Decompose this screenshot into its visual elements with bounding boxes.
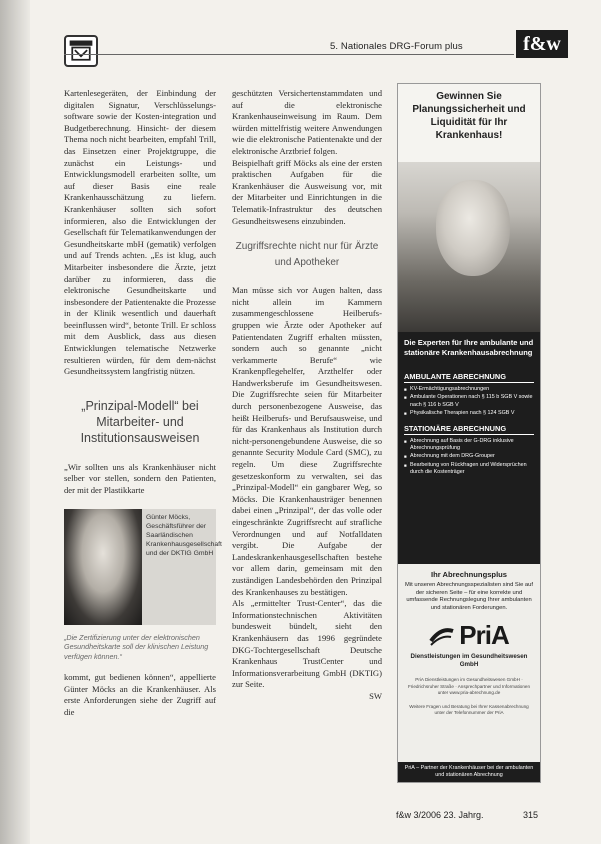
subheading: „Prinzipal-Modell“ bei Mitarbeiter- und Institutionsausweisen: [80, 398, 200, 445]
pria-subtitle: Dienstleistungen im Gesundheitswesen GmbH: [410, 653, 528, 669]
pria-brand: PriA: [459, 620, 509, 651]
ad-section-stationaer: STATIONÄRE ABRECHNUNG: [404, 424, 534, 435]
dkg-logo-icon: [64, 35, 98, 67]
paragraph: Als „ermittelter Trust-Center“, das die Informationstechnischen Aktivitäten bundesweit bündelt, sieht den Krankenhäusern das 1996 gegründete DKG-Tochtergesellschaft Deutsche Krankenhaus TrustCenter und Informationsverarbeitung GmbH (DKTIG) zur Seite.: [232, 598, 382, 690]
column-middle: [232, 88, 382, 703]
author-signature: SW: [369, 690, 382, 701]
paragraph: Kartenlesegeräten, der Einbindung der digitalen Signatur, Verschlüsselungs-software sowie der Kosten-integration und Budgetberechnung. Hinsicht- der diesem Thema noch nicht bearbeiten, empfahl Trill, das Einsetzen einer Projektgruppe, die zunächst ein Leistungs- und Entwicklungsmodell erarbeiten sollte, um auf dieser Basis eine reale Krankenhausschätzung zu liefern. Krankenhäuser sollten sich sofort informieren, also die Entwicklungen der Gesellschaft für Telematikanwendungen der Gesundheitskarte mbH (gematik) verfolgen und auf Trends achten. „Es ist klug, auch Mitarbeiter insbesondere die Ärzte, jetzt darüber zu informieren, dass die elektronische Gesundheitskarte und insbesondere der Patientenakte die Prozesse in der Klinik wesentlich und dauerhaft beeinflussen wird“, betonte Trill. Er schloss mit dem Ausblick, dass aus diesen Entwicklungen telematische Netzwerke resultieren würden, für dem dem-nächst Gesundheitssystem langfristig nützen.: [64, 88, 216, 377]
list-item: ■ Bearbeitung von Rückfragen und Widersprüchen durch die Kostenträger: [404, 462, 534, 477]
ad-list-ambulant: [404, 386, 534, 418]
portrait-photo: [64, 509, 142, 625]
column-left: [64, 88, 222, 718]
list-item: ■ Abrechnung mit dem DRG-Grouper: [404, 453, 534, 460]
ad-contact: Weitere Fragen und Beratung bei Ihrer Kassenabrechnung unter der Telefonnummer der PriA: [409, 703, 529, 716]
paragraph: kommt, gut bedienen können“, appellierte Günter Möcks an die Krankenhäuser. Als erste Anforderungen siehe der Zugriff auf die: [64, 672, 216, 717]
ad-photo: [398, 162, 540, 332]
header-rule: [64, 54, 514, 55]
ad-lead: Die Experten für Ihre ambulante und stationäre Krankenhausabrechnung: [404, 338, 534, 357]
advertisement: [397, 83, 541, 783]
subheading: Zugriffsrechte nicht nur für Ärzte und Apotheker: [235, 241, 379, 269]
ad-address: PriA Dienstleistungen im Gesundheitswesen GmbH · Friedrichsruher Straße · Ansprechpartner und Informationen unter www.pria-abrechnung.de: [407, 677, 531, 695]
list-item: ■ Physikalische Therapien nach § 124 SGB V: [404, 410, 534, 417]
portrait-name-caption: Günter Möcks, Geschäftsführer der Saarländischen Krankenhausgesellschaft und der DKTIG GmbH: [146, 513, 222, 557]
magazine-logo: f&w: [516, 30, 568, 58]
scan-edge: [0, 0, 30, 844]
list-item: ■ Abrechnung auf Basis der G-DRG inklusive Abrechnungsprüfung: [404, 438, 534, 453]
ad-plus-title: Ihr Abrechnungsplus: [430, 570, 508, 579]
ad-footer: PriA – Partner der Krankenhäuser bei der ambulanten und stationären Abrechnung: [398, 762, 540, 782]
page-number: 315: [523, 810, 539, 820]
paragraph: Beispielhaft griff Möcks als eine der ersten praktischen Aufgaben für die Krankenhäuser die Ausweisung vor, mit der Mitarbeiter und Einrichtungen in die Telematik-Infrastruktur des deutschen Gesundheitswesens einzubinden.: [232, 157, 382, 226]
issue-info: f&w 3/2006 23. Jahrg.: [396, 810, 484, 820]
ad-services-box: [398, 332, 540, 564]
ad-headline: Gewinnen Sie Planungssicherheit und Liquidität für Ihr Krankenhaus!: [398, 84, 540, 162]
paragraph: geschützten Versichertenstammdaten und auf die elektronische Krankenhauseinweisung im Raum. Dem würden mittelfristig weitere Anwendungen wie die elektronische Patientenakte und der elektronische Arztbrief folgen.: [232, 88, 382, 156]
header-title: 5. Nationales DRG-Forum plus: [330, 41, 463, 52]
list-item: ■ KV-Ermächtigungsabrechnungen: [404, 386, 534, 393]
photo-quote-caption: „Die Zertifizierung unter der elektronischen Gesundheitskarte soll der klinischen Leistung verfügen können.“: [64, 632, 209, 662]
ad-list-stationaer: [404, 438, 534, 477]
ad-lower-section: [398, 564, 540, 722]
paragraph: „Wir sollten uns als Krankenhäuser nicht selber vor stellen, sondern den Patienten, der mit der Plastikkarte: [64, 461, 216, 496]
pria-logo: [404, 620, 534, 651]
pria-swoosh-icon: [429, 625, 455, 647]
ad-plus-text: Mit unseren Abrechnungsspezialisten sind Sie auf der sicheren Seite – für eine korrekte und umfassende Rechnungslegung Ihrer ambulanten und stationären Forderungen.: [405, 582, 533, 611]
ad-person-image: [436, 180, 510, 276]
portrait-figure: [64, 509, 222, 625]
list-item: ■ Ambulante Operationen nach § 115 b SGB V sowie nach § 116 b SGB V: [404, 394, 534, 409]
ad-section-ambulant: AMBULANTE ABRECHNUNG: [404, 372, 534, 383]
paragraph: Man müsse sich vor Augen halten, dass nicht allein im Kammern zusammengeschlossene Heilberufs-gruppen wie Ärzte oder Apotheker auf Patientendaten Zugriff erhalten müssten, sondern auch so genannte „nicht verkammerte Berufe“ wie Krankenpflegehelfer, Arzthelfer oder Handwerksberufe im Gesundheitswesen. Die Zugriffsrechte seien für Mitarbeiter durch personenbezogene Ausweise, das heißt Heilberufs- und Berufsausweise, und für das Krankenhaus als Institution durch nicht-personengebundene Ausweise, die so genannte Security Module Card (SMC), zu regeln. Um diese Zugriffsrechte gesetzeskonform zu verwalten, sei das „Prinzipal-Modell“ ein gangbarer Weg, so Möcks. Die Krankenhausträger benennen dabei einen „Prinzipal“, der das volle oder eingeschränkte Zugriffsrecht auf strafliche Verordnungen und auf Notfalldaten vergibt. Die Aufgabe der Landeskrankenhausgesellschaften bestehe vor allem darin, gemeinsam mit den zuständigen Landesbehörden den Prinzipal des Krankenhauses zu bestätigen.: [232, 285, 382, 597]
